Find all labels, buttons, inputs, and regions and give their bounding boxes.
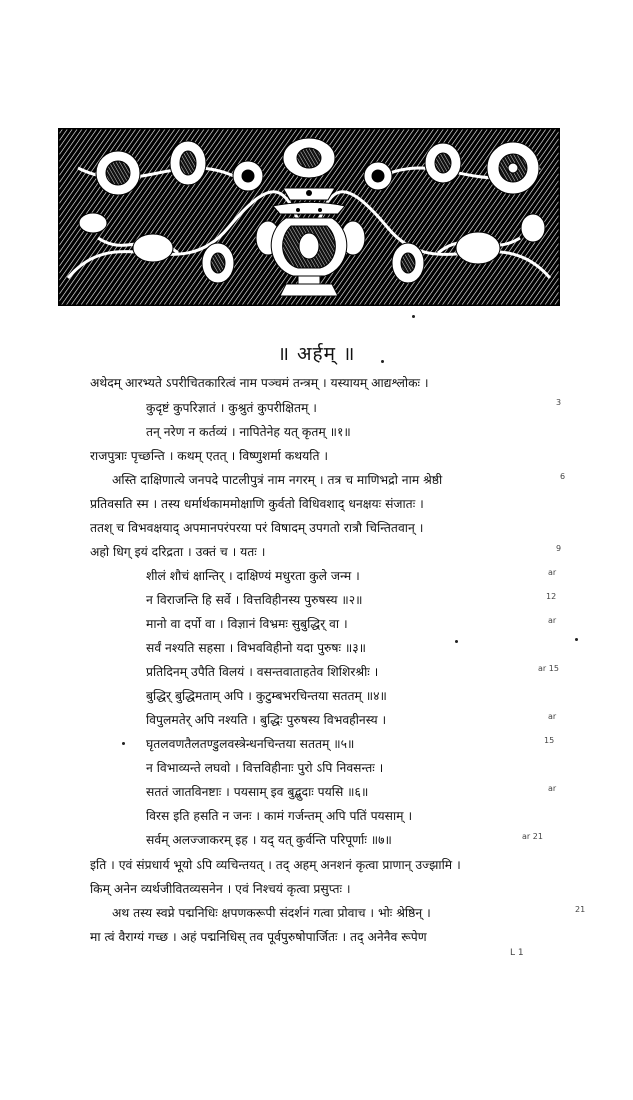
margin-number: 6 [560,472,566,481]
text-line-19: विरस इति हसति न जनः । कामं गर्जन्तम् अपि पतिं पयसाम् । [146,809,413,823]
margin-number: 9 [556,544,562,553]
text-line-22: किम् अनेन व्यर्थजीवितव्यसनेन । एवं निश्चयं कृत्वा प्रसुप्तः । [90,882,351,896]
margin-note: ar [548,616,557,625]
ink-speck [122,742,125,745]
text-line-12: सर्वं नश्यति सहसा । विभवविहीनो यदा पुरुषः ॥३॥ [146,641,367,655]
text-line-7: ततश् च विभवक्षयाद् अपमानपरंपरया परं विषादम् उपगतो रात्रौ चिन्तितवान् । [90,521,424,535]
text-line-17: न विभाव्यन्ते लघवो । वित्तविहीनाः पुरो ऽपि निवसन्तः । [146,761,384,775]
text-line-24: मा त्वं वैराग्यं गच्छ । अहं पद्मनिधिस् तव पूर्वपुरुषोपार्जितः । तद् अनेनैव रूपेण [90,930,427,944]
margin-number: 15 [544,736,555,745]
text-line-11: मानो वा दर्पो वा । विज्ञानं विभ्रमः सुबुद्धिर् वा । [146,617,348,631]
text-line-6: प्रतिवसति स्म । तस्य धर्मार्थकाममोक्षाणि कुर्वतो विधिवशाद् धनक्षयः संजातः । [90,497,424,511]
text-line-1: अथेदम् आरभ्यते ऽपरीचितकारित्वं नाम पञ्चमं तन्त्रम् । यस्यायम् आद्यश्लोकः । [90,376,429,390]
text-line-21: इति । एवं संप्रधार्य भूयो ऽपि व्यचिन्तयत् । तद् अहम् अनशनं कृत्वा प्राणान् उज्झामि । [90,858,461,872]
text-line-3: तन् नरेण न कर्तव्यं । नापितेनेह यत् कृतम् ॥१॥ [146,425,351,439]
page-heading: ॥ अर्हम् ॥ [277,343,356,365]
ink-speck [381,360,384,363]
text-line-8: अहो धिग् इयं दरिद्रता । उक्तं च । यतः । [90,545,266,559]
margin-number: 21 [575,905,586,914]
margin-number: 12 [546,592,557,601]
margin-note: ar [548,784,557,793]
text-line-14: बुद्धिर् बुद्धिमताम् अपि । कुटुम्बभरचिन्तया सततम् ॥४॥ [146,689,387,703]
ink-speck [575,638,578,641]
floral-headpiece-ornament [58,128,560,306]
margin-number: 3 [556,398,562,407]
ink-speck [455,640,458,643]
text-line-18: सततं जातविनष्टाः । पयसाम् इव बुद्बुदाः पयसि ॥६॥ [146,785,369,799]
text-line-9: शीलं शौचं क्षान्तिर् । दाक्षिण्यं मधुरता कुले जन्म । [146,569,360,583]
margin-number: ar 21 [522,832,543,841]
ink-speck [412,315,415,318]
text-line-13: प्रतिदिनम् उपैति विलयं । वसन्तवाताहतेव शिशिरश्रीः । [146,665,379,679]
text-line-23: अथ तस्य स्वप्ने पद्मनिधिः क्षपणकरूपी संदर्शनं गत्वा प्रोवाच । भोः श्रेष्ठिन् । [112,906,431,920]
printer-signature: L 1 [510,948,524,958]
margin-number: ar 15 [538,664,559,673]
text-line-5: अस्ति दाक्षिणात्ये जनपदे पाटलीपुत्रं नाम नगरम् । तत्र च माणिभद्रो नाम श्रेष्ठी [112,473,443,487]
text-line-2: कुदृष्टं कुपरिज्ञातं । कुश्रुतं कुपरीक्षितम् । [146,401,317,415]
margin-note: ar [548,568,557,577]
text-line-16: घृतलवणतैलतण्डुलवस्त्रेन्धनचिन्तया सततम् ॥५॥ [146,737,355,751]
text-line-15: विपुलमतेर् अपि नश्यति । बुद्धिः पुरुषस्य विभवहीनस्य । [146,713,387,727]
text-line-20: सर्वम् अलज्जाकरम् इह । यद् यत् कुर्वन्ति परिपूर्णाः ॥७॥ [146,833,392,847]
text-line-10: न विराजन्ति हि सर्वे । वित्तविहीनस्य पुरुषस्य ॥२॥ [146,593,363,607]
text-line-4: राजपुत्राः पृच्छन्ति । कथम् एतत् । विष्णुशर्मा कथयति । [90,449,329,463]
margin-note: ar [548,712,557,721]
